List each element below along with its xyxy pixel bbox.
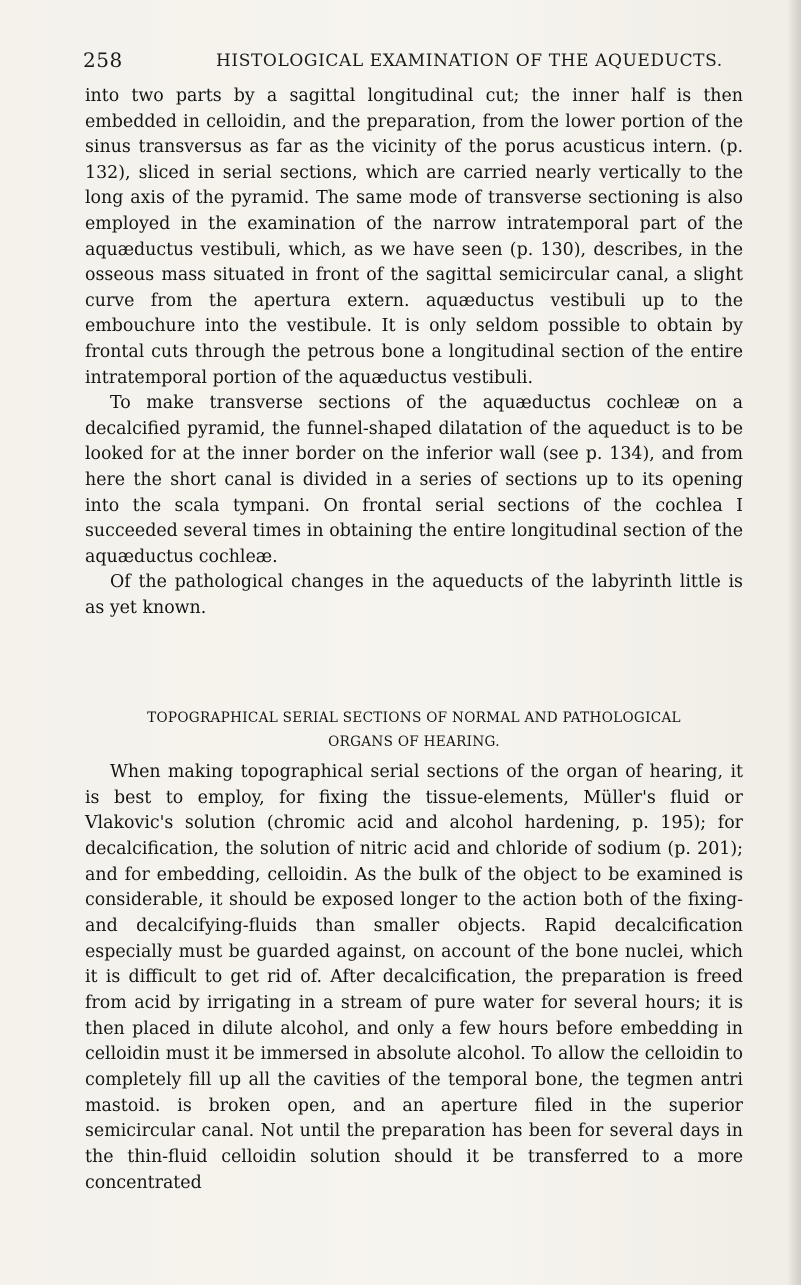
section-body-text: [85, 760, 743, 1196]
body-text: [85, 84, 743, 621]
paragraph-topographical-sections: When making topographical serial sections of the organ of hearing, it is best to employ, for fixing the tissue-elements, Müller's fluid or Vlakovic's solution (chromic acid and alcohol hardening, p. 195); for decalcification, the solution of nitric acid and chloride of sodium (p. 201); and for embedding, celloidin. As the bulk of the object to be examined is considerable, it should be exposed longer to the action both of the fixing- and decalcifying-fluids than smaller objects. Rapid decalcification especially must be guarded against, on account of the bone nuclei, which it is difficult to get rid of. After decalcification, the preparation is freed from acid by irrigating in a stream of pure water for several hours; it is then placed in dilute alcohol, and only a few hours before embedding in celloidin must it be immersed in absolute alcohol. To allow the celloidin to completely fill up all the cavities of the temporal bone, the tegmen antri mastoid. is broken open, and an aperture filed in the superior semicircular canal. Not until the preparation has been for several days in the thin-fluid celloidin solution should it be transferred to a more concentrated: [85, 762, 743, 1193]
page-edge-shadow: [787, 0, 801, 1285]
section-heading: [85, 706, 743, 754]
paragraph-continued: into two parts by a sagittal longitudinal cut; the inner half is then embedded in celloidin, and the preparation, from the lower portion of the sinus transversus as far as the vicinity of the porus acusticus intern. (p. 132), sliced in serial sections, which are carried nearly vertically to the long axis of the pyramid. The same mode of transverse sectioning is also employed in the examination of the narrow intratemporal part of the aquæductus vestibuli, which, as we have seen (p. 130), describes, in the osseous mass situated in front of the sagittal semicircular canal, a slight curve from the apertura extern. aquæductus vestibuli up to the embouchure into the vestibule. It is only seldom possible to obtain by frontal cuts through the petrous bone a longitudinal section of the entire intratemporal portion of the aquæductus vestibuli.: [85, 86, 743, 388]
paragraph-pathological-changes: Of the pathological changes in the aqueducts of the labyrinth little is as yet known.: [85, 572, 743, 618]
paragraph-aquaeductus-cochleae: To make transverse sections of the aquæductus cochleæ on a decalcified pyramid, the funnel-shaped dilatation of the aqueduct is to be looked for at the inner border on the inferior wall (see p. 134), and from here the short canal is divided in a series of sections up to its opening into the scala tympani. On frontal serial sections of the cochlea I succeeded several times in obtaining the entire longitudinal section of the aquæductus cochleæ.: [85, 393, 743, 567]
running-head: [83, 48, 748, 78]
section-heading-line-1: TOPOGRAPHICAL SERIAL SECTIONS OF NORMAL AND PATHOLOGICAL: [147, 710, 681, 726]
page-number: 258: [83, 48, 123, 72]
section-heading-line-2: ORGANS OF HEARING.: [328, 734, 500, 750]
running-title: HISTOLOGICAL EXAMINATION OF THE AQUEDUCTS.: [216, 51, 723, 71]
